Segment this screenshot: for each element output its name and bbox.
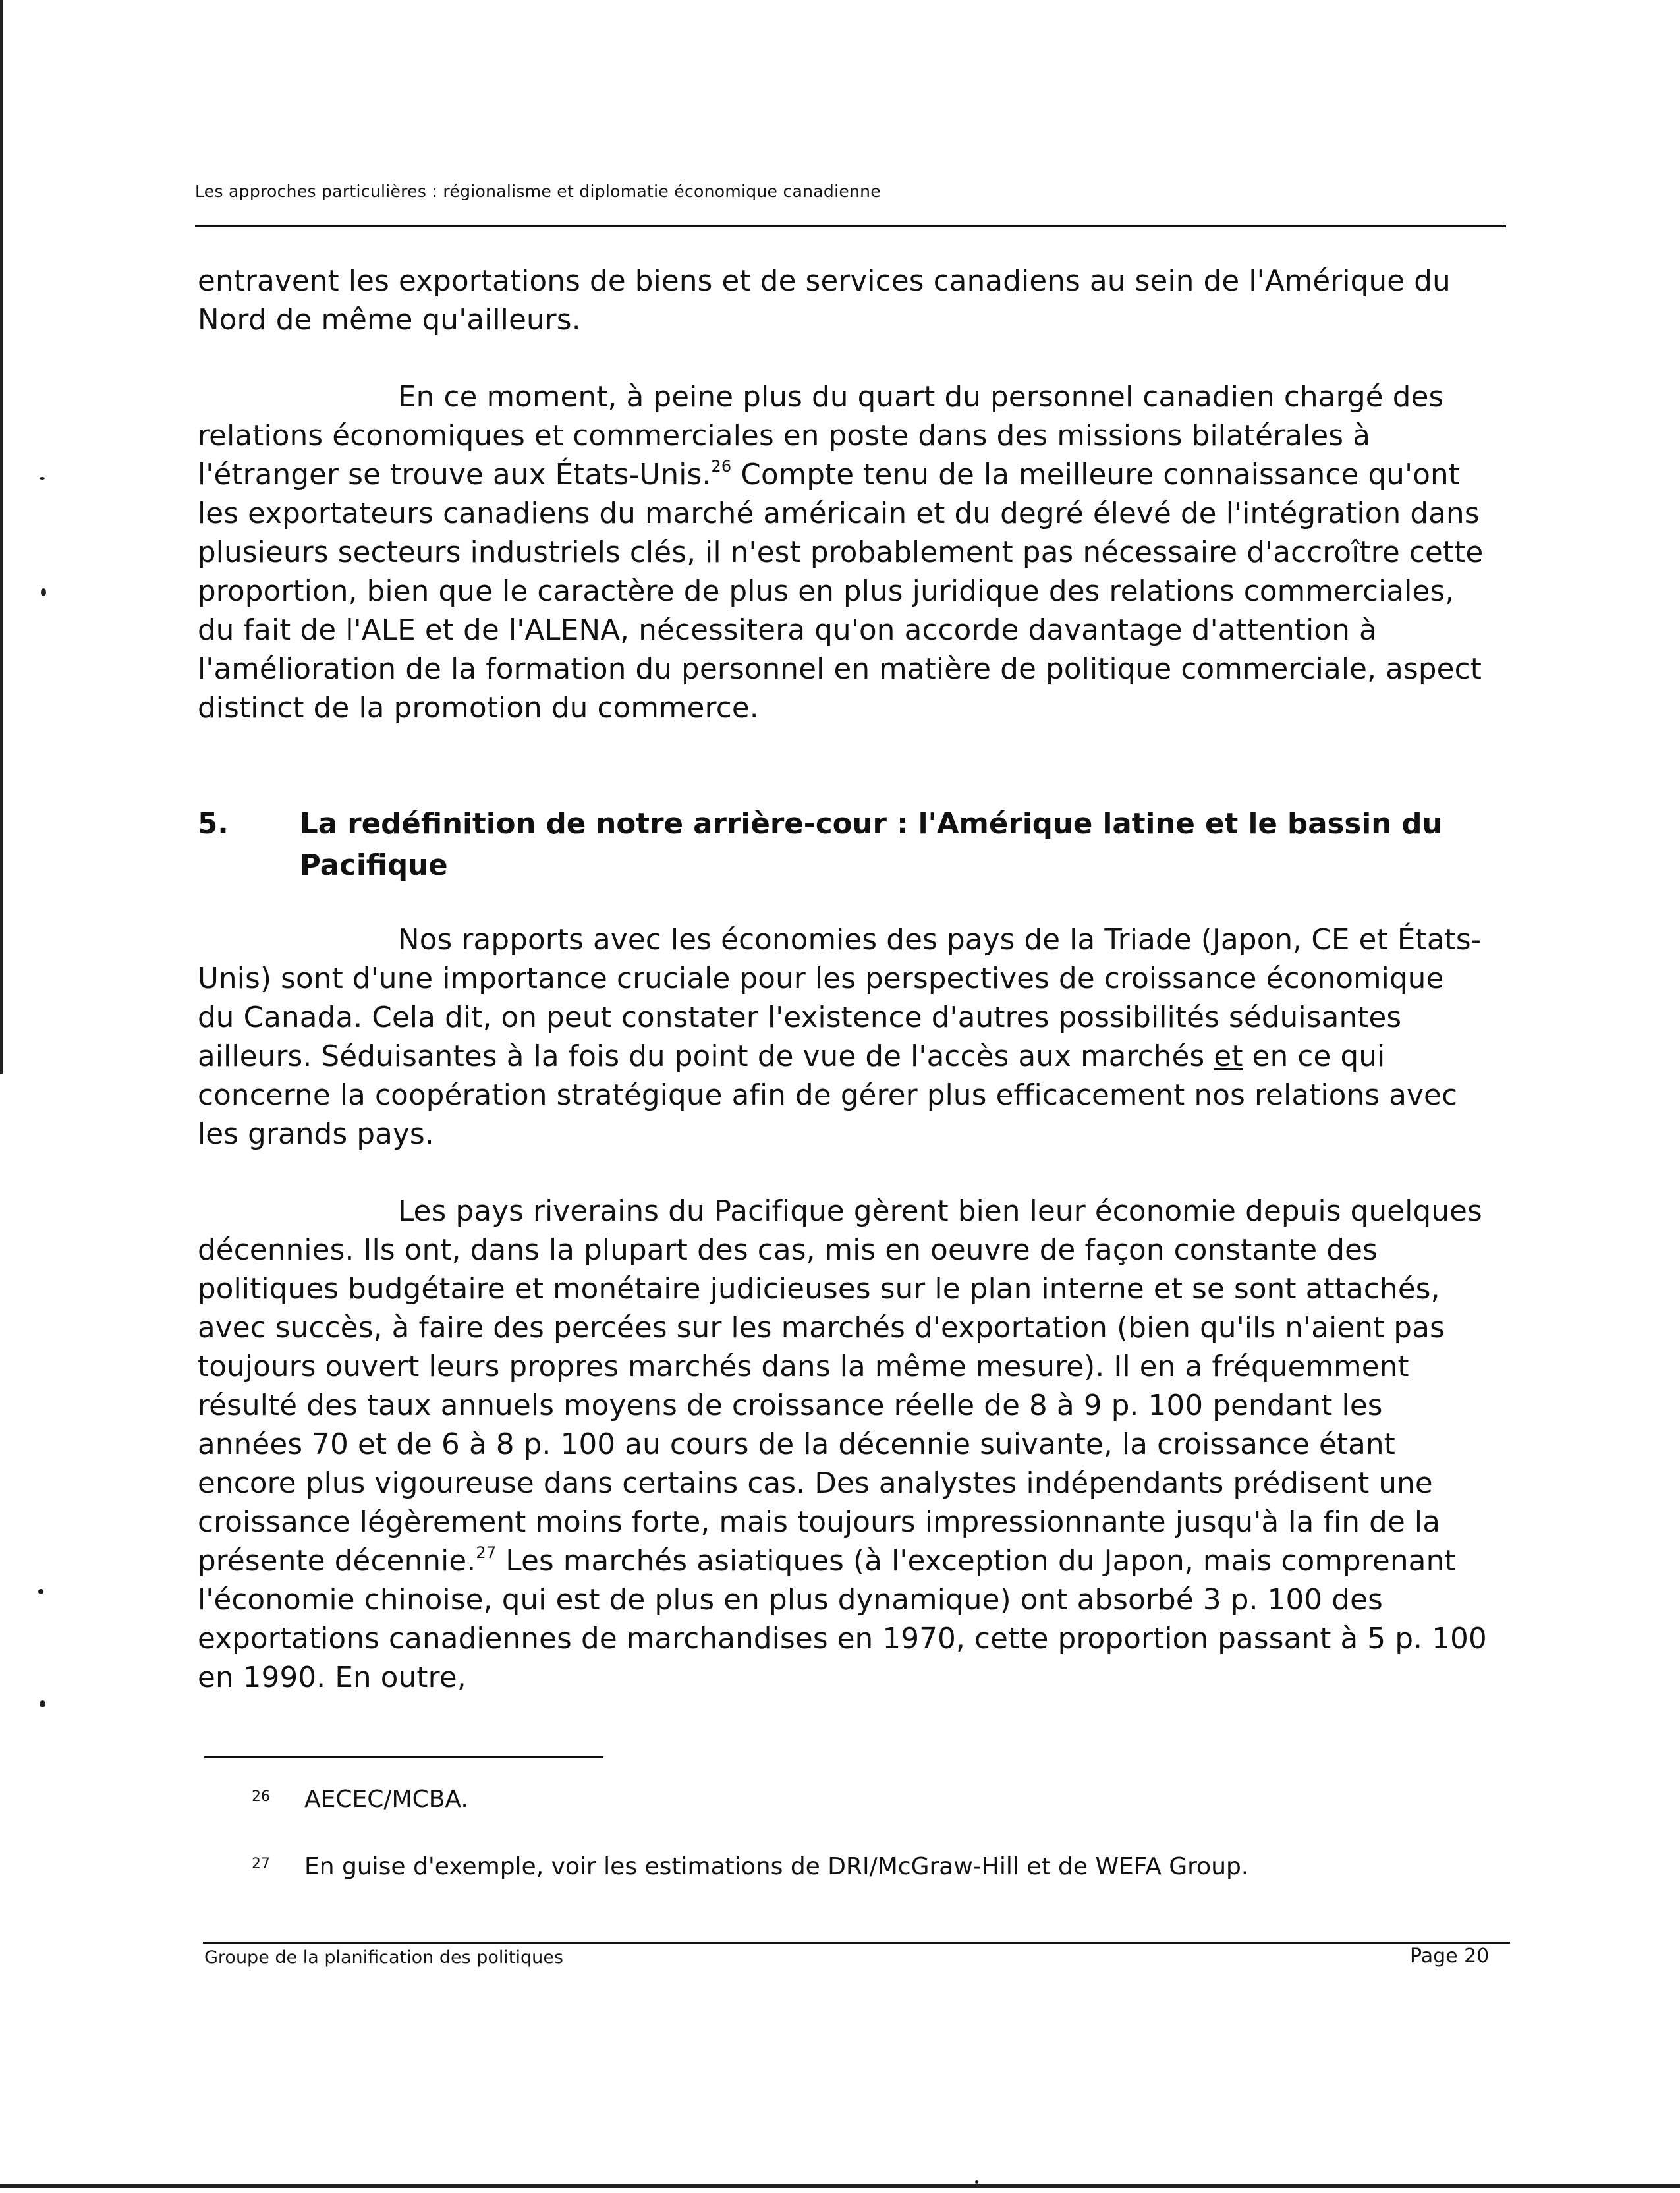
paragraph-block-3 xyxy=(198,921,1489,1154)
paragraph-text: Compte tenu de la meilleure connaissance qu'ont les exportateurs canadiens du marché américain et du degré élevé de l'intégration dans plusieurs secteurs industriels clés, il n'est probablement pas nécessaire d'accroître cette proportion, bien que le caractère de plus en plus juridique des relations commerciales, du fait de l'ALE et de l'ALENA, nécessitera qu'on accorde davantage d'attention à l'amélioration de la formation du personnel en matière de politique commerciale, aspect distinct de la promotion du commerce. xyxy=(198,458,1484,725)
footnote-rule xyxy=(204,1756,603,1758)
paragraph-staffing xyxy=(198,378,1489,728)
footnote xyxy=(252,1785,468,1814)
scan-speck xyxy=(40,477,45,480)
paragraph-block-4 xyxy=(198,1192,1489,1698)
header-rule xyxy=(195,225,1506,227)
scan-speck xyxy=(38,1589,43,1594)
footnote-text: En guise d'exemple, voir les estimations de DRI/McGraw-Hill et de WEFA Group. xyxy=(304,1853,1249,1880)
footer-department: Groupe de la planification des politiques xyxy=(204,1947,563,1968)
paragraph-continuation: entravent les exportations de biens et de services canadiens au sein de l'Amérique du Nord de même qu'ailleurs. xyxy=(198,265,1451,337)
footnote-reference[interactable]: 26 xyxy=(711,457,732,476)
footnote-number: 26 xyxy=(252,1789,270,1805)
paragraph-triade xyxy=(198,921,1489,1154)
scan-speck xyxy=(40,1700,45,1707)
footnote xyxy=(252,1852,1248,1881)
paragraph-block-1 xyxy=(198,262,1489,340)
section-number: 5. xyxy=(198,808,229,841)
footnote-number: 27 xyxy=(252,1856,270,1872)
paragraph-text: en ce qui concerne la coopération stratégique afin de gérer plus efficacement nos relations avec les grands pays. xyxy=(198,1040,1458,1151)
footnote-text: AECEC/MCBA. xyxy=(304,1786,468,1813)
paragraph-text: Nos rapports avec les économies des pays de la Triade (Japon, CE et États-Unis) sont d'une importance cruciale pour les perspectives de croissance économique du Canada. Cela dit, on peut constater l'existence d'autres possibilités séduisantes ailleurs. Séduisantes à la fois du point de vue de l'accès aux marchés xyxy=(198,924,1482,1073)
scan-speck xyxy=(41,588,46,596)
page-number: Page 20 xyxy=(1410,1945,1490,1968)
running-header: Les approches particulières : régionalisme et diplomatie économique canadienne xyxy=(195,182,881,201)
paragraph-pacifique xyxy=(198,1192,1489,1698)
scan-edge-left xyxy=(0,0,3,1074)
emphasis-underlined: et xyxy=(1214,1040,1243,1073)
section-heading xyxy=(198,804,1489,887)
section-title: La redéfinition de notre arrière-cour : l'Amérique latine et le bassin du Pacifique xyxy=(300,808,1443,882)
footnote-reference[interactable]: 27 xyxy=(476,1543,497,1562)
paragraph-block-2 xyxy=(198,378,1489,728)
footer-rule xyxy=(203,1942,1510,1944)
paragraph-text: Les pays riverains du Pacifique gèrent bien leur économie depuis quelques décennies. Ils ont, dans la plupart des cas, mis en oeuvre de façon constante des politiques budgétaire et monétaire judicieuses sur le plan interne et se sont attachés, avec succès, à faire des percées sur les marchés d'exportation (bien qu'ils n'aient pas toujours ouvert leurs propres marchés dans la même mesure). Il en a fréquemment résulté des taux annuels moyens de croissance réelle de 8 à 9 p. 100 pendant les années 70 et de 6 à 8 p. 100 au cours de la décennie suivante, la croissance étant encore plus vigoureuse dans certains cas. Des analystes indépendants prédisent une croissance légèrement moins forte, mais toujours impressionnante jusqu'à la fin de la présente décennie. xyxy=(198,1195,1482,1578)
scan-edge-bottom xyxy=(0,2184,1680,2188)
scan-speck xyxy=(975,2180,978,2184)
paragraph-text: Les marchés asiatiques (à l'exception du Japon, mais comprenant l'économie chinoise, qui est de plus en plus dynamique) ont absorbé 3 p. 100 des exportations canadiennes de marchandises en 1970, cette proportion passant à 5 p. 100 en 1990. En outre, xyxy=(198,1545,1487,1694)
paragraph-text: En ce moment, à peine plus du quart du personnel canadien chargé des relations économiques et commerciales en poste dans des missions bilatérales à l'étranger se trouve aux États-Unis. xyxy=(198,381,1444,491)
